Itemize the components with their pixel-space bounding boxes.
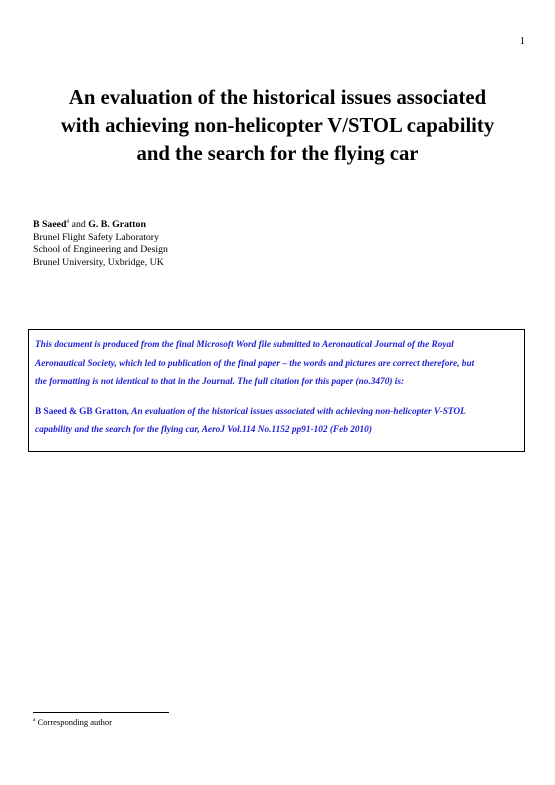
title-line-3: and the search for the flying car [136, 143, 419, 165]
publication-notice-box [28, 329, 525, 452]
affiliation-line-2: School of Engineering and Design [33, 244, 168, 256]
author-block [33, 219, 168, 269]
footnote-rule [33, 712, 169, 713]
page-number: 1 [519, 36, 525, 47]
title-line-1: An evaluation of the historical issues associated [68, 87, 487, 109]
title-line-2: with achieving non-helicopter V/STOL capability [60, 115, 495, 137]
citation-line-1 [35, 403, 518, 422]
affiliation-line-1: Brunel Flight Safety Laboratory [33, 231, 159, 243]
footnote-text: Corresponding author [35, 717, 112, 727]
citation-line-2: capability and the search for the flying car, AeroJ Vol.114 No.1152 pp91-102 (Feb 2010) [35, 425, 372, 435]
author-line [33, 219, 168, 232]
notice-line-1: This document is produced from the final Microsoft Word file submitted to Aeronautical Journal of the Royal [35, 340, 454, 350]
author-1: B Saeed [33, 219, 67, 230]
footnote [33, 717, 112, 727]
notice-line-3: the formatting is not identical to that in the Journal. The full citation for this paper (no.3470) is: [35, 377, 405, 387]
author-1-footnote-mark: a [66, 218, 70, 225]
affiliation-line-3: Brunel University, Uxbridge, UK [33, 256, 164, 268]
author-connector: and [69, 219, 89, 230]
notice-spacer [35, 392, 518, 403]
author-2: G. B. Gratton [88, 219, 146, 230]
notice-line-2: Aeronautical Society, which led to publication of the final paper – the words and pictures are correct therefore, but [35, 358, 475, 369]
paper-title [24, 84, 531, 168]
footnote-mark: a [33, 717, 36, 724]
citation-title-part-1: , An evaluation of the historical issues associated with achieving non-helicopter V-STOL [126, 406, 466, 417]
citation-authors: B Saeed & GB Gratton [35, 406, 127, 417]
